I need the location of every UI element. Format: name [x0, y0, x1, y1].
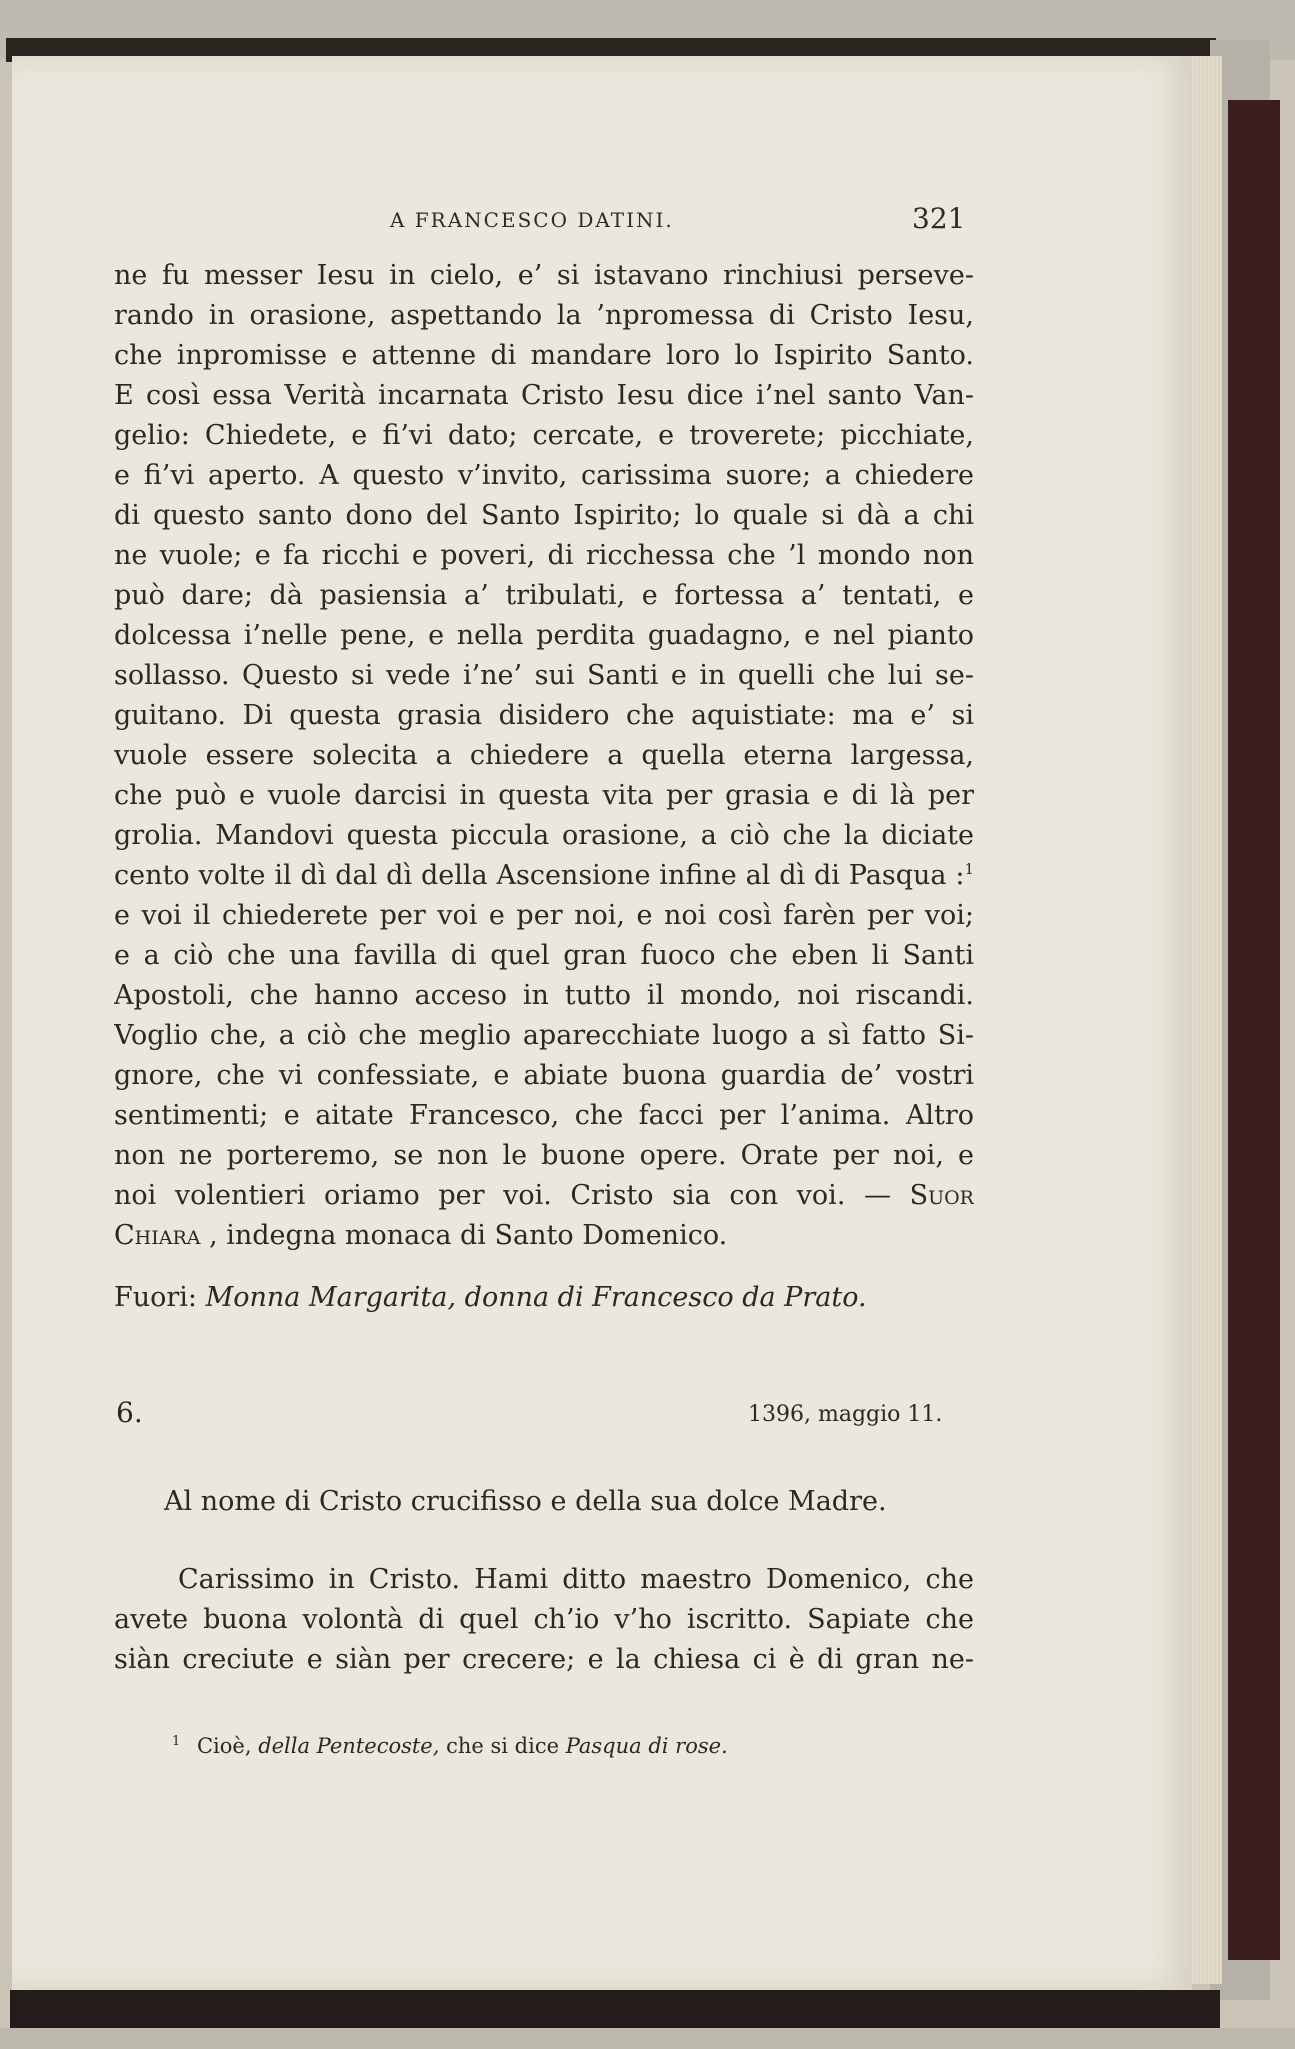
text-line: rando in orasione, aspettando la ’npromessa di Cristo Iesu, [114, 300, 974, 331]
address-label: Fuori: [114, 1282, 198, 1313]
address-line [114, 1278, 974, 1318]
text-line: e fi’vi aperto. A questo v’invito, carissima suore; a chiedere [114, 460, 974, 491]
text-line: Apostoli, che hanno acceso in tutto il mondo, noi riscandi. [114, 980, 974, 1011]
signature-rest: , indegna monaca di Santo Domenico. [209, 1220, 728, 1251]
text-line: Voglio che, a ciò che meglio aparecchiate luogo a sì fatto Si- [114, 1020, 974, 1051]
text-line: non ne porteremo, se non le buone opere. Orate per noi, e [114, 1140, 974, 1171]
letter-number: 6. [116, 1396, 143, 1429]
signature-name: Chiara [114, 1220, 201, 1251]
page-number: 321 [912, 202, 966, 235]
footnote-marker: 1 [172, 1734, 181, 1749]
text-line: vuole essere solecita a chiedere a quella eterna largessa, [114, 740, 974, 771]
text-line: sentimenti; e aitate Francesco, che facci per l’anima. Altro [114, 1100, 974, 1131]
book-cover-right [1228, 100, 1280, 1960]
text-line: e voi il chiederete per voi e per noi, e noi così farèn per voi; [114, 900, 974, 931]
text-line: può dare; dà pasiensia a’ tribulati, e fortessa a’ tentati, e [114, 580, 974, 611]
letter-date: 1396, maggio 11. [748, 1402, 943, 1427]
text-line: avete buona volontà di quel ch’io v’ho iscritto. Sapiate che [114, 1604, 974, 1635]
text-line: ne fu messer Iesu in cielo, e’ si istavano rinchiusi perseve- [114, 260, 974, 291]
footnote-middle: che si dice [446, 1734, 560, 1758]
address-text: Monna Margarita, donna di Francesco da Prato. [205, 1282, 867, 1313]
invocation: Al nome di Cristo crucifisso e della sua dolce Madre. [164, 1486, 887, 1517]
letter-5-body [114, 256, 974, 1256]
footnote-italic-1: della Pentecoste, [258, 1734, 440, 1758]
text-line-content: noi volentieri oriamo per voi. Cristo sia con voi. — [114, 1180, 891, 1211]
running-title: A FRANCESCO DATINI. [390, 208, 674, 232]
text-line: dolcessa i’nelle pene, e nella perdita guadagno, e nel pianto [114, 620, 974, 651]
letter-6-body [114, 1560, 974, 1680]
book-cover-bottom [10, 1990, 1220, 2030]
footnote-italic-2: Pasqua di rose. [565, 1734, 728, 1758]
footnote [172, 1734, 728, 1758]
text-line-signature-start [114, 1176, 974, 1216]
signature-first: Suor [909, 1180, 974, 1211]
text-line: e a ciò che una favilla di quel gran fuoco che eben li Santi [114, 940, 974, 971]
text-line: guitano. Di questa grasia disidero che aquistiate: ma e’ si [114, 700, 974, 731]
footnote-reference: 1 [964, 860, 974, 878]
text-line: sollasso. Questo si vede i’ne’ sui Santi e in quelli che lui se- [114, 660, 974, 691]
text-line: gelio: Chiedete, e fi’vi dato; cercate, e troverete; picchiate, [114, 420, 974, 451]
footnote-prefix: Cioè, [196, 1734, 252, 1758]
text-line: che inpromisse e attenne di mandare loro lo Ispirito Santo. [114, 340, 974, 371]
text-line: ne vuole; e fa ricchi e poveri, di ricchessa che ’l mondo non [114, 540, 974, 571]
text-line-content: cento volte il dì dal dì della Ascensione infine al dì di Pasqua : [114, 860, 965, 891]
text-line: Carissimo in Cristo. Hami ditto maestro Domenico, che [178, 1564, 974, 1595]
text-line: E così essa Verità incarnata Cristo Iesu dice i’nel santo Van- [114, 380, 974, 411]
signature-line [114, 1216, 974, 1256]
book-bottom-edge [0, 2028, 1295, 2049]
text-line-with-note [114, 856, 974, 896]
text-line: siàn creciute e siàn per crecere; e la chiesa ci è di gran ne- [114, 1644, 974, 1675]
text-line: che può e vuole darcisi in questa vita per grasia e di là per [114, 780, 974, 811]
text-line: gnore, che vi confessiate, e abiate buona guardia de’ vostri [114, 1060, 974, 1091]
text-line: di questo santo dono del Santo Ispirito; lo quale si dà a chi [114, 500, 974, 531]
text-line: grolia. Mandovi questa piccula orasione, a ciò che la diciate [114, 820, 974, 851]
